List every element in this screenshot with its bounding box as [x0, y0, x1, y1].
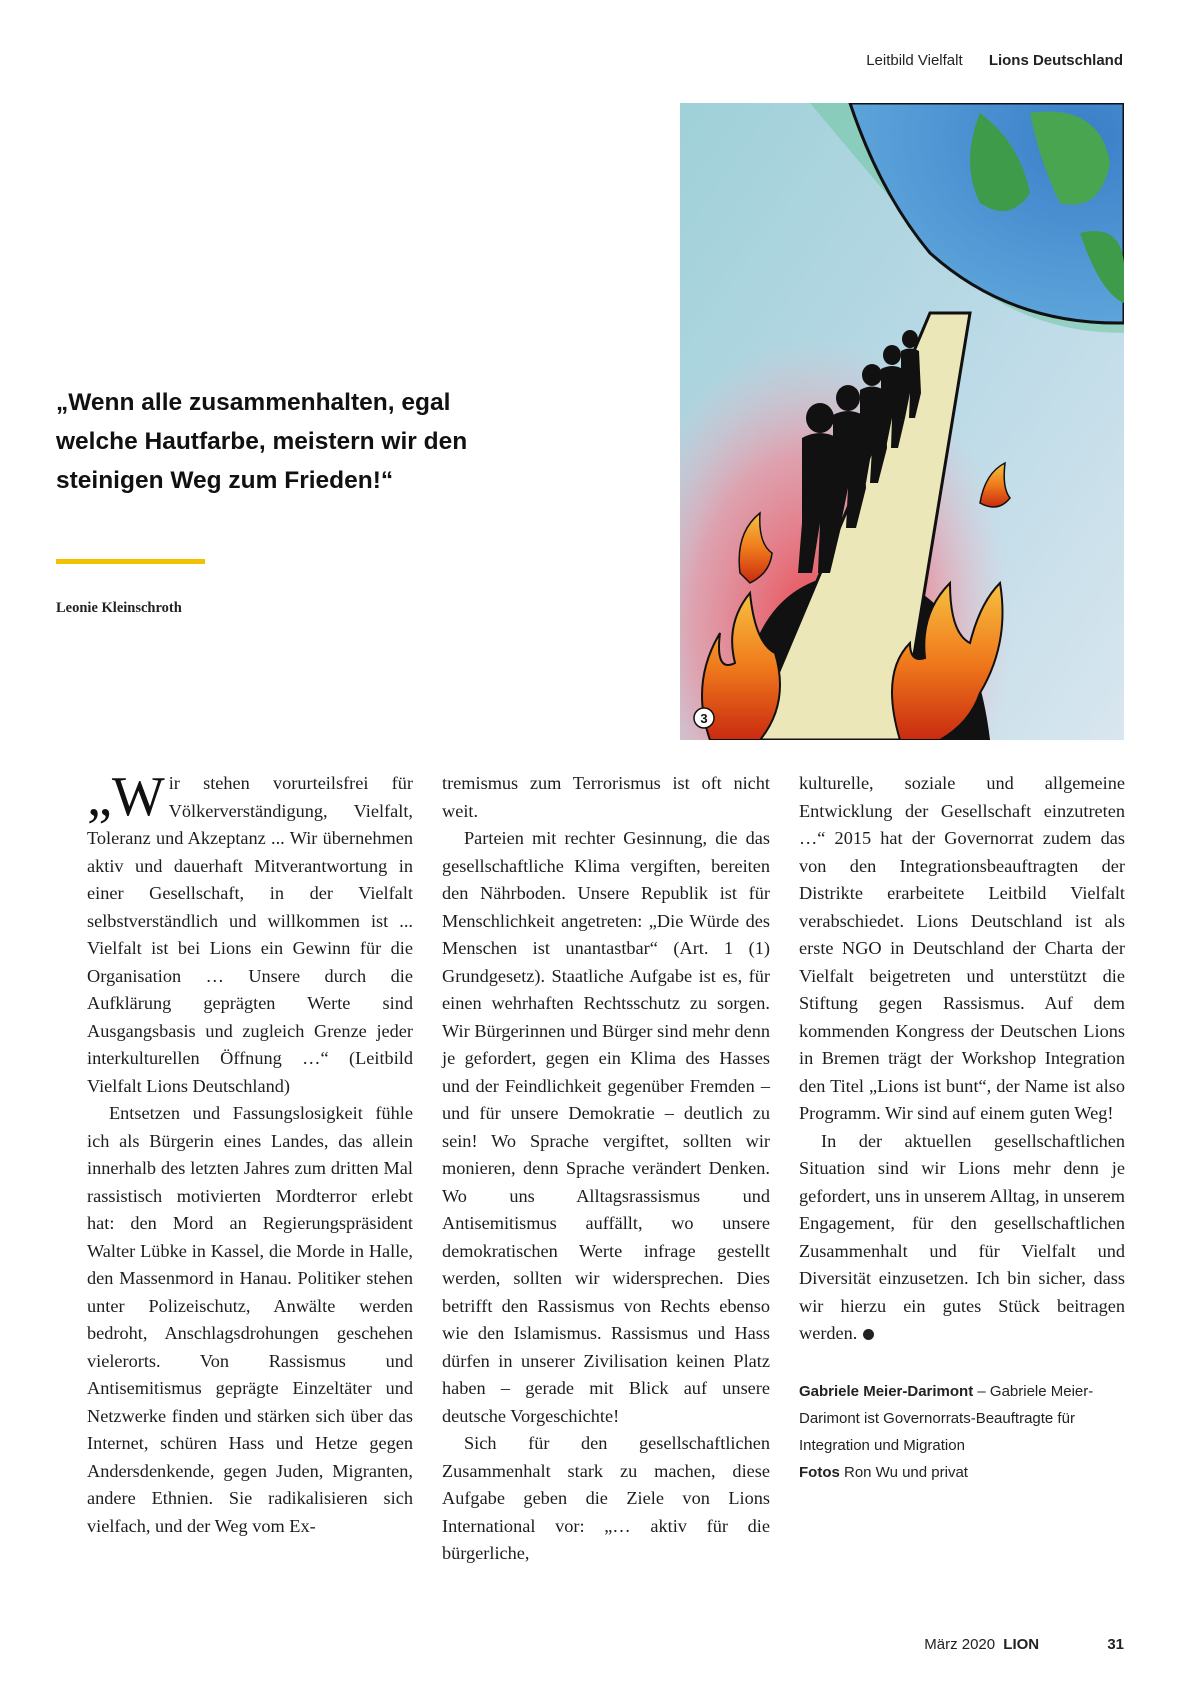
author-line — [799, 1378, 1125, 1459]
article-paragraph — [799, 1128, 1125, 1348]
header-section: Leitbild Vielfalt — [866, 52, 963, 69]
article-column-1 — [87, 766, 413, 1540]
figure-number: 3 — [700, 711, 708, 726]
paragraph-text: ir stehen vorurteilsfrei für Völkerverständigung, Vielfalt, Toleranz und Akzeptanz ... Wir übernehmen aktiv und dauerhaft Mitverantwortung in einer Gesellschaft, in der Vielfalt selbstverständlich und willkommen ist ... Vielfalt ist bei Lions ein Gewinn für die Organisation … Unsere durch die Aufklärung geprägten Werte sind Ausgangsbasis und zugleich Grenze jeder interkulturellen Öffnung …“ (Leitbild Vielfalt Lions Deutschland) — [87, 773, 413, 1096]
photo-credit-label: Fotos — [799, 1463, 840, 1481]
article-column-2 — [442, 770, 770, 1568]
author-credits — [799, 1378, 1125, 1486]
paragraph-text: In der aktuellen gesellschaftlichen Situation sind wir Lions mehr denn je gefordert, uns in unserem Alltag, in unserem Engagement, für den gesellschaftlichen Zusammenhalt und für Vielfalt und Diversität einzusetzen. Ich bin sicher, dass wir hierzu ein gutes Stück beitragen werden. — [799, 1130, 1125, 1343]
article-paragraph — [87, 766, 413, 1100]
author-name: Gabriele Meier-Darimont — [799, 1382, 974, 1400]
footer-issue: März 2020 — [924, 1636, 996, 1653]
header-brand: Lions Deutschland — [988, 52, 1123, 69]
photo-credit — [799, 1459, 1125, 1486]
end-mark-icon — [863, 1329, 874, 1340]
article-paragraph: Entsetzen und Fassungslosigkeit fühle ich als Bürgerin eines Landes, das allein innerhalb des letzten Jahres zum dritten Mal rassistisch motivierten Mordterror erlebt hat: den Mord an Regierungspräsident Walter Lübke in Kassel, die Morde in Halle, den Massenmord in Hanau. Politiker stehen unter Polizeischutz, Anwälte werden bedroht, Anschlagsdrohungen geschehen vielerorts. Von Rassismus und Antisemitismus geprägte Einzeltäter und Netzwerke finden und stärken sich über das Internet, schüren Hass und Hetze gegen Andersdenkende, gegen Juden, Migranten, andere Ethnien. Sie radikalisieren sich vielfach, und der Weg vom Ex- — [87, 1103, 413, 1536]
pull-quote: „Wenn alle zusammenhalten, egal welche Hautfarbe, meistern wir den steinigen Weg zum Frieden!“ — [56, 389, 468, 494]
page-number: 31 — [1107, 1636, 1124, 1653]
quote-author: Leonie Kleinschroth — [56, 600, 182, 616]
running-header — [866, 52, 1123, 69]
article-paragraph: Parteien mit rechter Gesinnung, die das gesellschaftliche Klima vergiften, bereiten den Nährboden. Unsere Republik ist für Menschlichkeit angetreten: „Die Würde des Menschen ist unantastbar“ (Art. 1 (1) Grundgesetz). Staatliche Aufgabe ist es, für einen wehrhaften Rechtsschutz zu sorgen. Wir Bürgerinnen und Bürger sind mehr denn je gefordert, gegen ein Klima des Hasses und der Feindlichkeit gegenüber Fremden – und für unsere Demokratie – deutlich zu sein! Wo Sprache vergiftet, sollten wir monieren, denn Sprache verändert Denken. Wo uns Alltagsrassismus und Antisemitismus auffällt, wo unsere demokratischen Werte infrage gestellt werden, sollten wir widersprechen. Dies betrifft den Rassismus von Rechts ebenso wie den Islamismus. Rassismus und Hass dürfen in unserer Zivilisation keinen Platz haben – gerade mit Blick auf unsere deutsche Vorgeschichte! — [442, 828, 770, 1426]
article-paragraph: kulturelle, soziale und allgemeine Entwicklung der Gesellschaft einzutreten …“ 2015 hat der Governorrat zudem das von den Integrationsbeauftragten der Distrikte erarbeitete Leitbild Vielfalt verabschiedet. Lions Deutschland ist als erste NGO in Deutschland der Charta der Vielfalt beigetreten und unterstützt die Stiftung gegen Rassismus. Auf dem kommenden Kongress der Deutschen Lions in Bremen trägt der Workshop Integration den Titel „Lions ist bunt“, der Name ist also Programm. Wir sind auf einem guten Weg! — [799, 773, 1125, 1123]
page-footer — [924, 1636, 1124, 1653]
quote-accent-rule — [56, 559, 205, 564]
footer-brand: LION — [1003, 1636, 1040, 1653]
photo-credit-value: Ron Wu und privat — [844, 1463, 968, 1481]
illustration-earth-path — [680, 103, 1124, 740]
article-paragraph: Sich für den gesellschaftlichen Zusammenhalt stark zu machen, diese Aufgabe geben die Ziele von Lions International vor: „… aktiv für die bürgerliche, — [442, 1433, 770, 1563]
article-column-3 — [799, 770, 1125, 1486]
author-bio: – Gabriele Meier-Darimont ist Governorrats-Beauftragte für Integration und Migration — [799, 1382, 1094, 1454]
drop-cap: „W — [87, 766, 165, 828]
illustration-drawing — [680, 103, 1124, 740]
article-paragraph: tremismus zum Terrorismus ist oft nicht weit. — [442, 773, 770, 821]
